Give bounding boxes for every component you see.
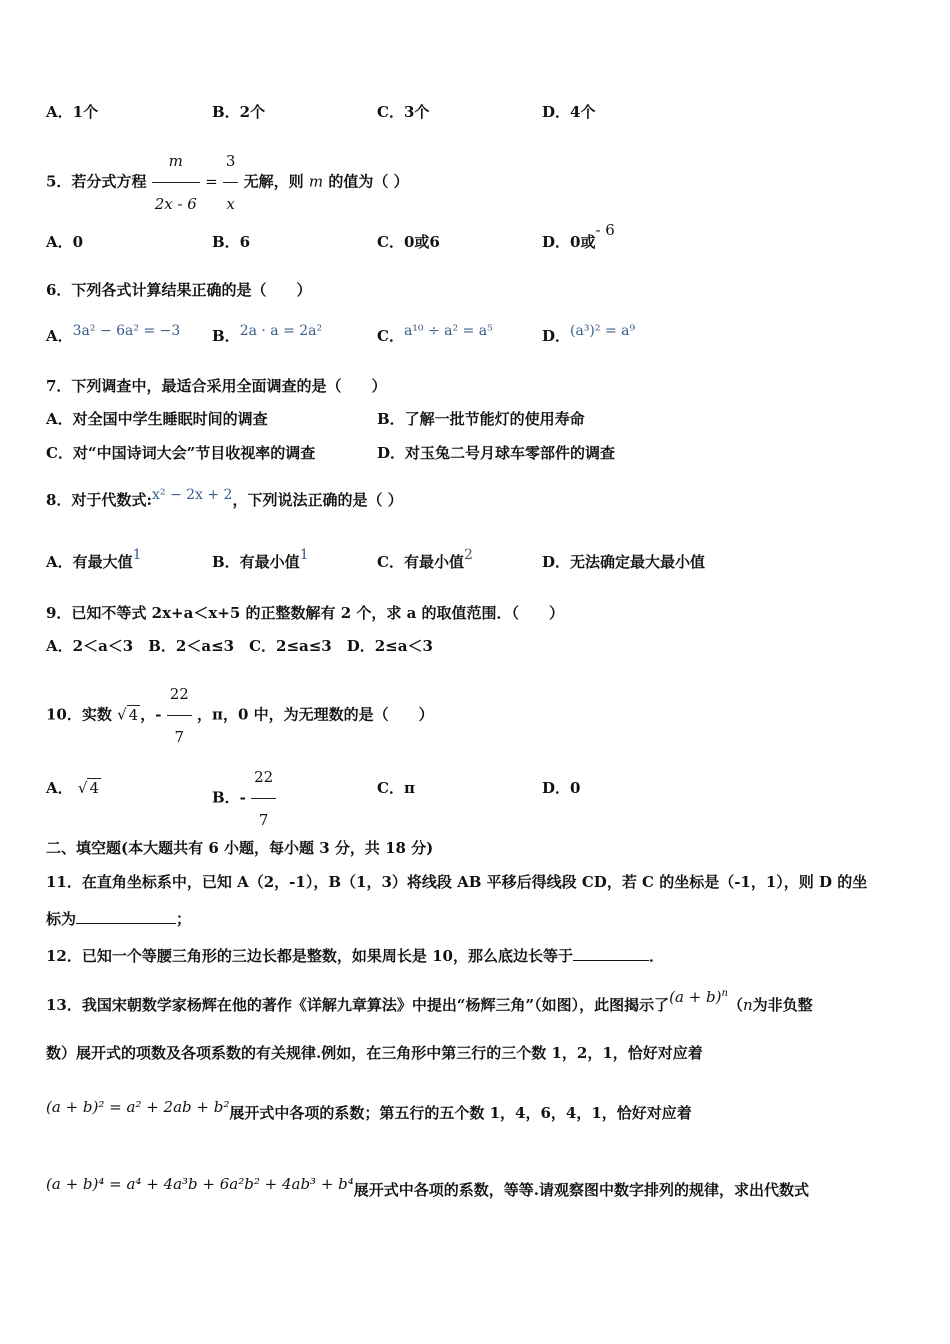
q6-expr-a: 3a² − 6a² = −3 bbox=[72, 323, 181, 339]
q8-option-a: A．有最大值1 bbox=[46, 547, 142, 571]
q9-options: A．2＜a＜3 B．2＜a≤3 C．2≤a≤3 D．2≤a＜3 bbox=[46, 637, 433, 655]
question-12: 12．已知一个等腰三角形的三边长都是整数，如果周长是 10，那么底边长等于 ． bbox=[46, 947, 664, 965]
q4-option-a: A．1个 bbox=[46, 103, 99, 121]
q6-option-d: D．(a³)² = a⁹ bbox=[542, 323, 636, 345]
q8-expression: x² − 2x + 2 bbox=[151, 487, 233, 503]
q10-fraction: $\frac{22}{7}$ bbox=[167, 673, 192, 758]
question-10: 10．实数 √ 4 ，- $\frac{22}{7}$ ，π，0 中，为无理数的是（ ） bbox=[46, 673, 434, 758]
question-13-line3: (a + b)² = a² + 2ab + b²展开式中各项的系数；第五行的五个数 1，4，6，4，1，恰好对应着 bbox=[46, 1098, 692, 1122]
q7-option-d: D．对玉兔二号月球车零部件的调查 bbox=[377, 444, 616, 462]
q6-expr-d: (a³)² = a⁹ bbox=[570, 323, 636, 339]
q13-expr-3: (a + b)⁴ = a⁴ + 4a³b + 6a²b² + 4ab³ + b⁴ bbox=[46, 1175, 354, 1193]
q6-option-b: B．2a · a = 2a² bbox=[212, 323, 323, 345]
q5-option-b: B．6 bbox=[212, 233, 251, 251]
question-9: 9．已知不等式 2x+a＜x+5 的正整数解有 2 个，求 a 的取值范围．（ ） bbox=[46, 604, 565, 622]
q4-option-d: D．4个 bbox=[542, 103, 596, 121]
q6-expr-b: 2a · a = 2a² bbox=[239, 323, 323, 339]
q5-option-d: D．0或- 6 bbox=[542, 221, 615, 251]
q5-option-d-value: - 6 bbox=[595, 221, 615, 239]
q7-option-c: C．对“中国诗词大会”节目收视率的调查 bbox=[46, 444, 316, 462]
question-13-line4: (a + b)⁴ = a⁴ + 4a³b + 6a²b² + 4ab³ + b⁴展开式中各项的系数，等等.请观察图中数字排列的规律，求出代数式 bbox=[46, 1175, 810, 1199]
q8-option-d: D．无法确定最大最小值 bbox=[542, 553, 706, 571]
question-6: 6．下列各式计算结果正确的是（ ） bbox=[46, 281, 312, 299]
question-11-line2: 标为 ； bbox=[46, 910, 192, 928]
q10-option-d: D．0 bbox=[542, 779, 581, 797]
q7-option-b: B．了解一批节能灯的使用寿命 bbox=[377, 410, 585, 428]
q5-fraction-2: $\frac{3}{x}$ bbox=[223, 140, 239, 225]
q7-option-a: A．对全国中学生睡眠时间的调查 bbox=[46, 410, 268, 428]
q10-sqrt: √ 4 bbox=[117, 705, 139, 724]
q6-option-a: A．3a² − 6a² = −3 bbox=[46, 323, 181, 345]
section-2-heading: 二、填空题(本大题共有 6 小题，每小题 3 分，共 18 分) bbox=[46, 839, 434, 857]
q8-option-b: B．有最小值1 bbox=[212, 547, 309, 571]
q5-stem: 5．若分式方程 bbox=[46, 172, 147, 191]
question-13-line2: 数）展开式的项数及各项系数的有关规律.例如，在三角形中第三行的三个数 1，2，1，恰好对应着 bbox=[46, 1044, 703, 1062]
q4-option-c: C．3个 bbox=[377, 103, 430, 121]
question-13-line1: 13．我国宋朝数学家杨辉在他的著作《详解九章算法》中提出“杨辉三角”（如图），此图揭示了$(a + b)^n(n$为非负整 bbox=[46, 988, 813, 1014]
q8-option-c: C．有最小值2 bbox=[377, 547, 473, 571]
q5-fraction-1: $\frac{m}{2x - 6}$ bbox=[152, 140, 200, 225]
q5-equals: = bbox=[205, 172, 218, 191]
q11-answer-blank[interactable] bbox=[76, 923, 176, 924]
q5-option-c: C．0或6 bbox=[377, 233, 440, 251]
q4-option-b: B．2个 bbox=[212, 103, 266, 121]
q10-option-a: A． √ 4 bbox=[46, 779, 99, 797]
q5-stem-end: 的值为（ ） bbox=[328, 172, 409, 191]
q10-option-c: C．π bbox=[377, 779, 415, 797]
q13-expr-1: $(a + b)^n$ bbox=[669, 988, 728, 1006]
q12-answer-blank[interactable] bbox=[573, 960, 649, 961]
question-5 bbox=[46, 140, 409, 225]
question-8: 8．对于代数式:x² − 2x + 2，下列说法正确的是（ ） bbox=[46, 487, 403, 509]
q5-option-a: A．0 bbox=[46, 233, 84, 251]
q6-expr-c: a¹⁰ ÷ a² = a⁵ bbox=[403, 323, 493, 339]
question-7: 7．下列调查中，最适合采用全面调查的是（ ） bbox=[46, 377, 387, 395]
q10-option-b: B．- $\frac{22}{7}$ bbox=[212, 756, 276, 841]
q5-stem-middle: 无解，则 bbox=[243, 172, 304, 191]
q6-option-c: C．a¹⁰ ÷ a² = a⁵ bbox=[377, 323, 493, 345]
question-11-line1: 11．在直角坐标系中，已知 A（2，-1），B（1，3）将线段 AB 平移后得线段 CD，若 C 的坐标是（-1，1），则 D 的坐 bbox=[46, 873, 868, 891]
q13-expr-2: (a + b)² = a² + 2ab + b² bbox=[46, 1098, 230, 1116]
q5-variable: m bbox=[308, 172, 324, 191]
